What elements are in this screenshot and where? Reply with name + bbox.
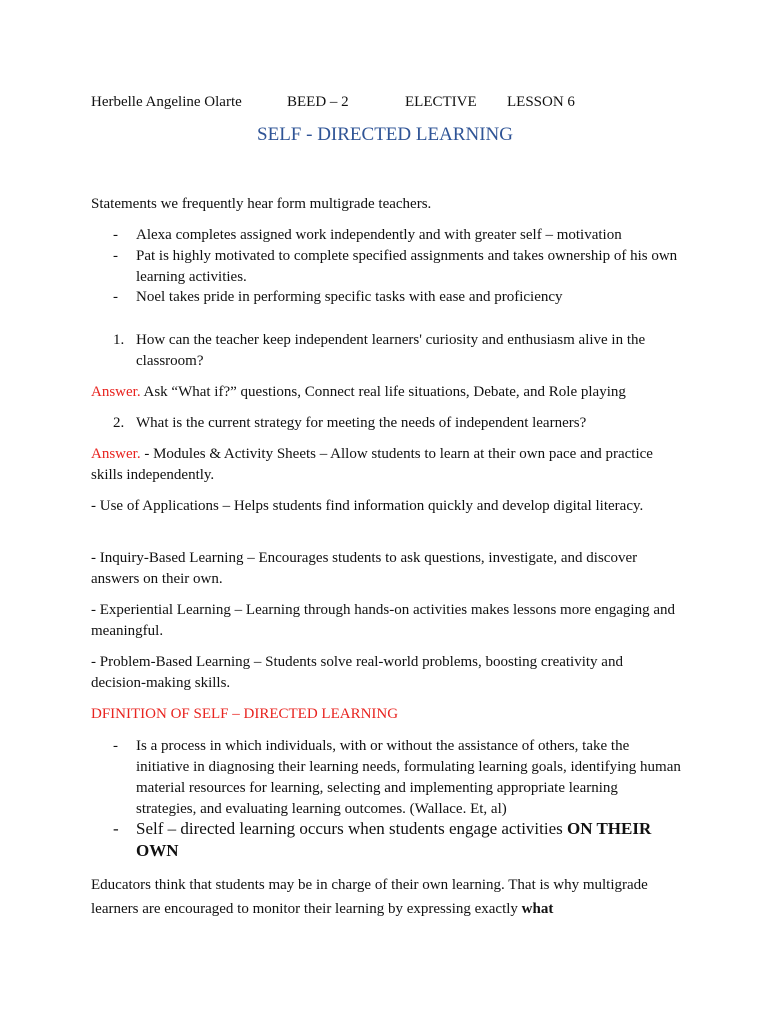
closing-paragraph [91, 873, 681, 921]
answer-text: Ask “What if?” questions, Connect real life situations, Debate, and Role playing [140, 384, 626, 400]
answer-2 [91, 444, 681, 486]
statement-text: Pat is highly motivated to complete specified assignments and takes ownership of his own learning activities. [136, 248, 678, 285]
page-title: SELF - DIRECTED LEARNING [257, 124, 513, 145]
definition-text: Is a process in which individuals, with or without the assistance of others, take the initiative in diagnosing their learning needs, formulating learning goals, identifying human material resources for learning, selecting and implementing appropriate learning strategies, and evaluating learning outcomes. (Wallace. Et, al) [136, 738, 681, 817]
closing-bold: what [521, 901, 554, 917]
answer-label: Answer. [91, 446, 141, 462]
question-text: How can the teacher keep independent learners' curiosity and enthusiasm alive in the classroom? [136, 332, 646, 369]
answer-label: Answer. [91, 384, 141, 400]
intro-text: Statements we frequently hear form multigrade teachers. [91, 196, 432, 212]
definition-text [136, 818, 681, 862]
strategy-paragraph: - Experiential Learning – Learning through hands-on activities makes lessons more engaging and meaningful. [91, 602, 675, 639]
course: BEED – 2 [287, 94, 349, 110]
definition-plain: Self – directed learning occurs when students engage activities [136, 819, 567, 838]
bullet-dash: - [113, 819, 119, 838]
question-number: 2. [113, 415, 125, 431]
statement-text: Noel takes pride in performing specific tasks with ease and proficiency [136, 289, 563, 305]
answer-1 [91, 382, 681, 403]
lesson: LESSON 6 [507, 94, 575, 110]
question-number: 1. [113, 332, 125, 348]
strategy-paragraph: - Use of Applications – Helps students find information quickly and develop digital literacy. [91, 498, 644, 514]
bullet-dash: - [113, 227, 118, 243]
student-name: Herbelle Angeline Olarte [91, 94, 242, 110]
statement-text: Alexa completes assigned work independently and with greater self – motivation [136, 227, 622, 243]
definition-bold: ON THEIR OWN [136, 819, 652, 860]
subject: ELECTIVE [405, 94, 477, 110]
answer-text: - Modules & Activity Sheets – Allow students to learn at their own pace and practice skills independently. [91, 446, 653, 483]
bullet-dash: - [113, 248, 118, 264]
closing-plain: Educators think that students may be in charge of their own learning. That is why multigrade learners are encouraged to monitor their learning by expressing exactly [91, 877, 648, 917]
bullet-dash: - [113, 738, 118, 754]
question-text: What is the current strategy for meeting the needs of independent learners? [136, 415, 587, 431]
bullet-dash: - [113, 289, 118, 305]
definition-heading: DFINITION OF SELF – DIRECTED LEARNING [91, 706, 399, 722]
strategy-paragraph: - Inquiry-Based Learning – Encourages students to ask questions, investigate, and discover answers on their own. [91, 550, 638, 587]
strategy-paragraph: - Problem-Based Learning – Students solve real-world problems, boosting creativity and decision-making skills. [91, 654, 623, 691]
